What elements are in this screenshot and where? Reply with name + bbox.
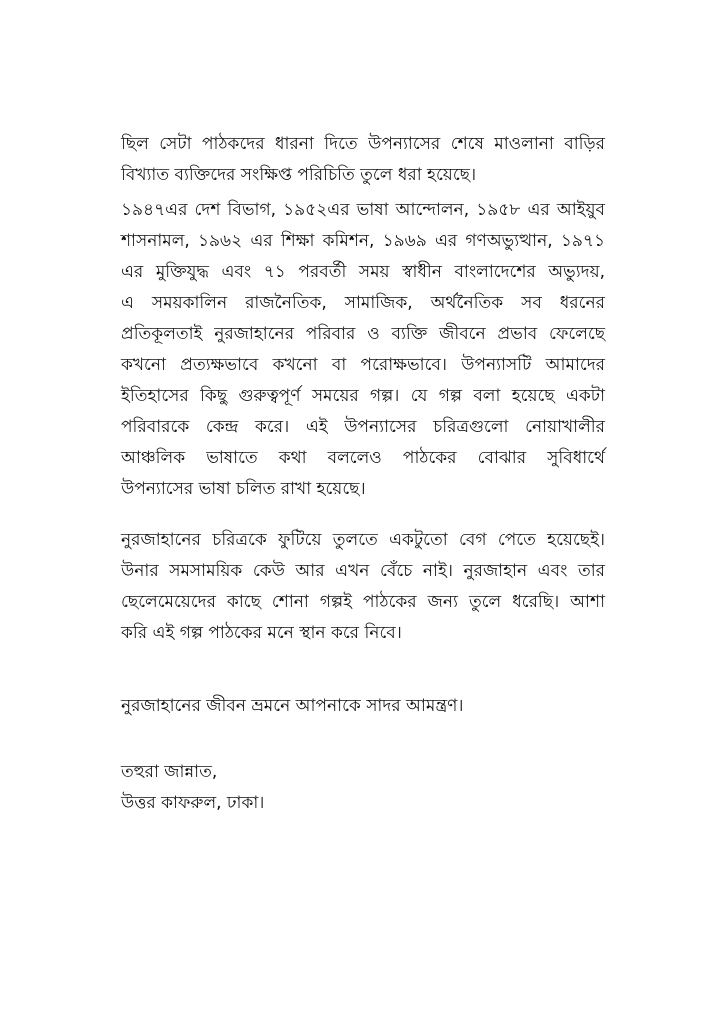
paragraph-line: প্রতিকূলতাই নুরজাহানের পরিবার ও ব্যক্তি জীবনে প্রভাব ফেলেছে: [121, 324, 605, 344]
paragraph-line: উনার সমসাময়িক কেউ আর এখন বেঁচে নাই। নুরজাহান এবং তার: [121, 561, 605, 581]
paragraph-line: নুরজাহানের চরিত্রকে ফুটিয়ে তুলতে একটুতো বেগ পেতে হয়েছেই।: [121, 530, 605, 550]
closing-line-text: নুরজাহানের জীবন ভ্রমনে আপনাকে সাদর আমন্ত্রণ।: [121, 696, 464, 716]
paragraph-line: উপন্যাসের ভাষা চলিত রাখা হয়েছে।: [121, 479, 366, 499]
paragraph-line: করি এই গল্প পাঠকের মনে স্থান করে নিবে।: [121, 623, 402, 643]
paragraph-line: এর মুক্তিযুদ্ধ এবং ৭১ পরবর্তী সময় স্বাধীন বাংলাদেশের অভ্যুদয়,: [121, 262, 605, 282]
paragraph-line: ১৯৪৭এর দেশ বিভাগ, ১৯৫২এর ভাষা আন্দোলন, ১৯৫৮ এর আইয়ুব: [121, 200, 605, 220]
paragraph-1: [121, 129, 605, 191]
paragraph-line: ছিল সেটা পাঠকদের ধারনা দিতে উপন্যাসের শেষে মাওলানা বাড়ির: [121, 134, 605, 154]
paragraph-line: বিখ্যাত ব্যক্তিদের সংক্ষিপ্ত পরিচিতি তুলে ধরা হয়েছে।: [121, 165, 477, 185]
paragraph-line: পরিবারকে কেন্দ্র করে। এই উপন্যাসের চরিত্রগুলো নোয়াখালীর: [121, 417, 605, 437]
closing-line: [121, 691, 605, 722]
signature-block: [121, 757, 605, 819]
paragraph-line: ইতিহাসের কিছু গুরুত্বপূর্ণ সময়ের গল্প। যে গল্প বলা হয়েছে একটা: [121, 386, 605, 406]
paragraph-line: এ সময়কালিন রাজনৈতিক, সামাজিক, অর্থনৈতিক সব ধরনের: [121, 293, 605, 313]
signature-name: তহুরা জান্নাত,: [121, 762, 218, 782]
paragraph-line: শাসনামল, ১৯৬২ এর শিক্ষা কমিশন, ১৯৬৯ এর গণঅভ্যুত্থান, ১৯৭১: [121, 231, 605, 251]
paragraph-line: ছেলেমেয়েদের কাছে শোনা গল্পই পাঠকের জন্য তুলে ধরেছি। আশা: [121, 592, 605, 612]
paragraph-line: কখনো প্রত্যক্ষভাবে কখনো বা পরোক্ষভাবে। উপন্যাসটি আমাদের: [121, 355, 605, 375]
paragraph-2: [121, 195, 605, 505]
paragraph-3: [121, 525, 605, 649]
paragraph-line: আঞ্চলিক ভাষাতে কথা বললেও পাঠকের বোঝার সুবিধার্থে: [121, 448, 605, 468]
signature-location: উত্তর কাফরুল, ঢাকা।: [121, 793, 265, 813]
